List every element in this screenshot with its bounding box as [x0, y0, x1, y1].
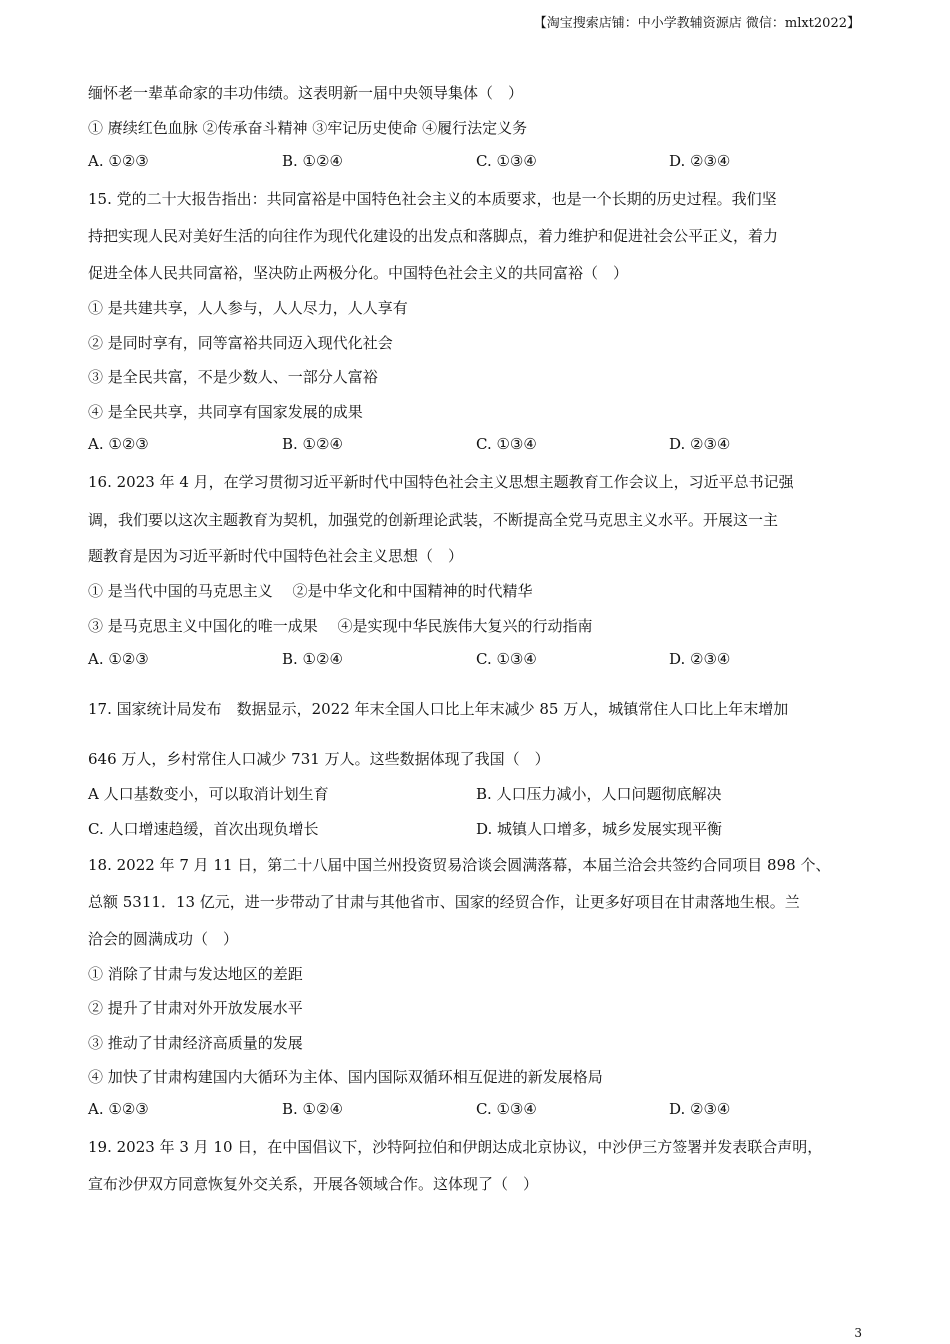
q15-stem-line-2: 持把实现人民对美好生活的向往作为现代化建设的出发点和落脚点，着力维护和促进社会公平正义，着力	[88, 227, 779, 245]
q15-option-b: B. ①②④	[282, 435, 343, 453]
q17-option-c: C. 人口增速趋缓，首次出现负增长	[88, 820, 319, 838]
q18-stem-line-2: 总额 5311．13 亿元，进一步带动了甘肃与其他省市、国家的经贸合作，让更多好项目在甘肃落地生根。兰	[88, 893, 800, 911]
q18-stem-line-3: 洽会的圆满成功（ ）	[88, 930, 239, 948]
q18-statement-2: ② 提升了甘肃对外开放发展水平	[88, 999, 303, 1017]
q18-option-b: B. ①②④	[282, 1100, 343, 1118]
q14-option-b: B. ①②④	[282, 152, 343, 170]
q16-option-d: D. ②③④	[669, 650, 731, 668]
q18-option-d: D. ②③④	[669, 1100, 731, 1118]
q17-option-a: A 人口基数变小，可以取消计划生育	[88, 785, 329, 803]
q15-stem-line-3: 促进全体人民共同富裕，坚决防止两极分化。中国特色社会主义的共同富裕（ ）	[88, 264, 629, 282]
q16-statement-2: ③ 是马克思主义中国化的唯一成果 ④是实现中华民族伟大复兴的行动指南	[88, 617, 593, 635]
q18-option-a: A. ①②③	[88, 1100, 149, 1118]
q18-statement-4: ④ 加快了甘肃构建国内大循环为主体、国内国际双循环相互促进的新发展格局	[88, 1068, 603, 1086]
q17-option-b: B. 人口压力减小，人口问题彻底解决	[476, 785, 722, 803]
q15-statement-1: ① 是共建共享，人人参与，人人尽力，人人享有	[88, 299, 408, 317]
q15-option-a: A. ①②③	[88, 435, 149, 453]
q15-option-d: D. ②③④	[669, 435, 731, 453]
q14-option-c: C. ①③④	[476, 152, 537, 170]
q16-stem-line-1: 16. 2023 年 4 月，在学习贯彻习近平新时代中国特色社会主义思想主题教育工作会议上，习近平总书记强	[88, 473, 794, 491]
q15-statement-2: ② 是同时享有，同等富裕共同迈入现代化社会	[88, 334, 393, 352]
q16-stem-line-3: 题教育是因为习近平新时代中国特色社会主义思想（ ）	[88, 547, 464, 565]
q18-statement-3: ③ 推动了甘肃经济高质量的发展	[88, 1034, 303, 1052]
shop-header: 【淘宝搜索店铺：中小学教辅资源店 微信：mlxt2022】	[533, 16, 860, 31]
q18-statement-1: ① 消除了甘肃与发达地区的差距	[88, 965, 303, 983]
q15-option-c: C. ①③④	[476, 435, 537, 453]
q17-option-d: D. 城镇人口增多，城乡发展实现平衡	[476, 820, 723, 838]
q16-stem-line-2: 调，我们要以这次主题教育为契机，加强党的创新理论武装，不断提高全党马克思主义水平。开展这一主	[88, 511, 779, 529]
q14-option-a: A. ①②③	[88, 152, 149, 170]
q17-stem-line-2: 646 万人，乡村常住人口减少 731 万人。这些数据体现了我国（ ）	[88, 750, 550, 768]
page-number: 3	[854, 1326, 862, 1340]
q19-stem-line-2: 宣布沙伊双方同意恢复外交关系，开展各领域合作。这体现了（ ）	[88, 1175, 539, 1193]
q15-stem-line-1: 15. 党的二十大报告指出：共同富裕是中国特色社会主义的本质要求，也是一个长期的历史过程。我们坚	[88, 190, 777, 208]
q14-statements: ① 赓续红色血脉 ②传承奋斗精神 ③牢记历史使命 ④履行法定义务	[88, 119, 528, 137]
q18-stem-line-1: 18. 2022 年 7 月 11 日，第二十八届中国兰州投资贸易洽谈会圆满落幕，本届兰洽会共签约合同项目 898 个、	[88, 856, 831, 874]
q18-option-c: C. ①③④	[476, 1100, 537, 1118]
q14-stem-tail: 缅怀老一辈革命家的丰功伟绩。这表明新一届中央领导集体（ ）	[88, 84, 524, 102]
q16-statement-1: ① 是当代中国的马克思主义 ②是中华文化和中国精神的时代精华	[88, 582, 533, 600]
q15-statement-4: ④ 是全民共享，共同享有国家发展的成果	[88, 403, 363, 421]
q16-option-b: B. ①②④	[282, 650, 343, 668]
q16-option-c: C. ①③④	[476, 650, 537, 668]
q14-option-d: D. ②③④	[669, 152, 731, 170]
q17-stem-line-1: 17. 国家统计局发布 数据显示，2022 年末全国人口比上年末减少 85 万人，城镇常住人口比上年末增加	[88, 700, 789, 718]
q19-stem-line-1: 19. 2023 年 3 月 10 日，在中国倡议下，沙特阿拉伯和伊朗达成北京协议，中沙伊三方签署并发表联合声明，	[88, 1138, 823, 1156]
q16-option-a: A. ①②③	[88, 650, 149, 668]
q15-statement-3: ③ 是全民共富，不是少数人、一部分人富裕	[88, 368, 378, 386]
